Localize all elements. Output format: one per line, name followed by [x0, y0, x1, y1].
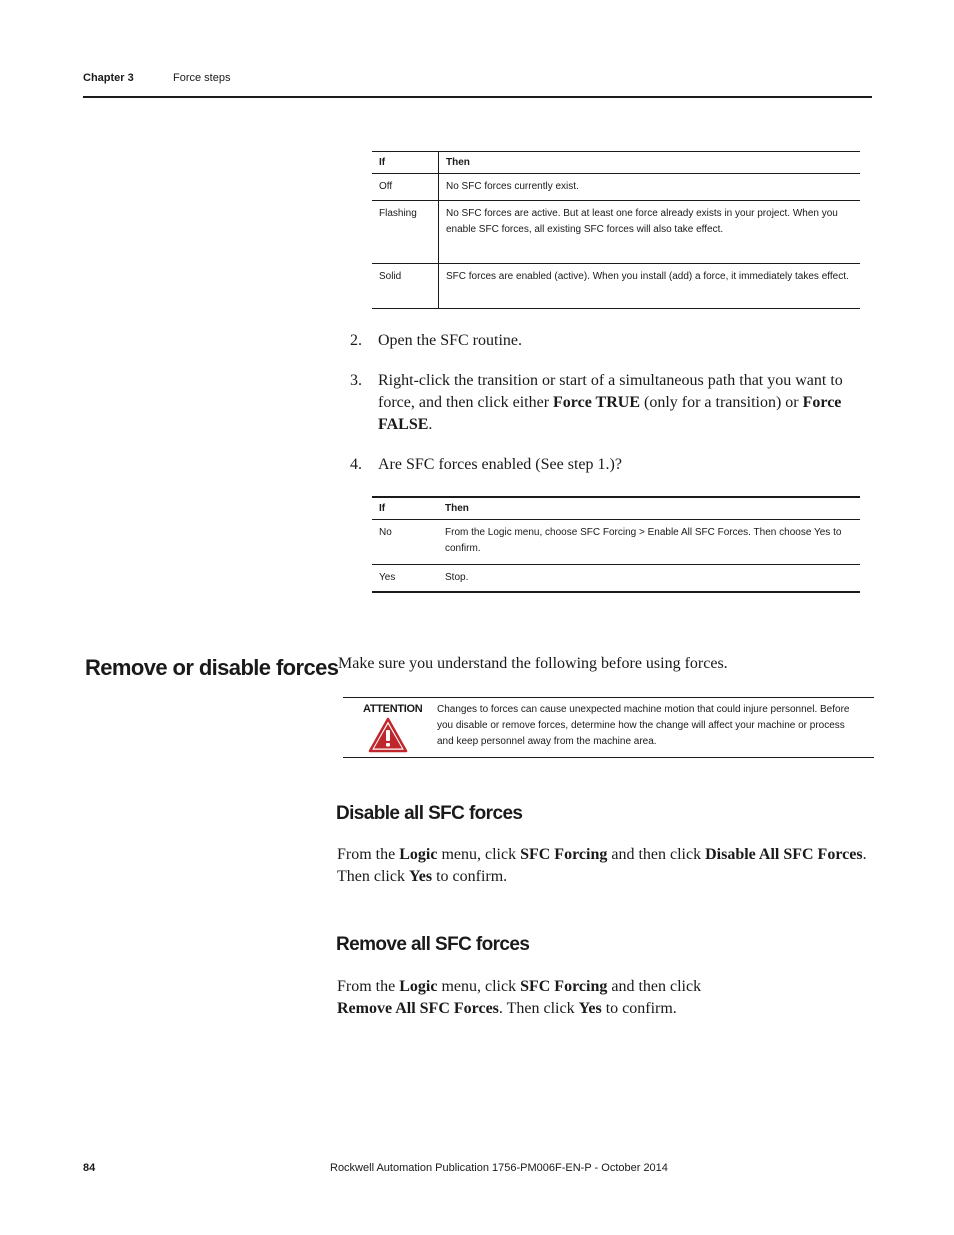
attention-label: ATTENTION	[363, 703, 423, 715]
table-row	[372, 201, 860, 264]
warning-triangle-icon	[368, 717, 408, 753]
table-cell-then: SFC forces are enabled (active). When you install (add) a force, it immediately takes effect.	[439, 264, 861, 309]
publication-info: Rockwell Automation Publication 1756-PM006F-EN-P - October 2014	[330, 1162, 668, 1174]
step-number: 3.	[350, 372, 362, 389]
step-number: 2.	[350, 332, 362, 349]
table-cell-then: No SFC forces currently exist.	[439, 174, 861, 201]
bold-term: SFC Forcing	[520, 978, 608, 995]
text-run: . Then click	[337, 846, 867, 885]
chapter-label: Chapter 3	[83, 72, 134, 84]
attention-text: Changes to forces can cause unexpected machine motion that could injure personnel. Before you disable or remove forces, determine how the change will affect your machine or process and keep personnel away from the machine area.	[437, 704, 850, 747]
text-run: menu, click	[437, 978, 521, 995]
page-number: 84	[83, 1162, 96, 1174]
table-header-if: If	[372, 497, 438, 520]
page-header	[83, 70, 872, 98]
step-text	[378, 370, 863, 436]
table-cell-if: Solid	[372, 264, 439, 309]
disable-instructions	[337, 844, 877, 888]
bold-term: Disable All SFC Forces	[705, 846, 863, 863]
text-run: (only for a transition) or	[639, 394, 803, 411]
table-header-then: Then	[438, 497, 860, 520]
sfc-forces-enabled-table	[372, 496, 860, 593]
subsection-heading-remove: Remove all SFC forces	[336, 934, 530, 955]
table-cell-then: From the Logic menu, choose SFC Forcing > Enable All SFC Forces. Then choose Yes to confirm.	[438, 520, 860, 565]
text-run: Right-click the transition or start of a simultaneous path that you want to force, and then click either	[378, 372, 843, 411]
remove-instructions	[337, 976, 877, 1020]
text-run: . Then click	[498, 1000, 579, 1017]
subsection-heading-disable: Disable all SFC forces	[336, 803, 523, 824]
table-row	[372, 565, 860, 593]
table-header-if: If	[372, 152, 439, 174]
text-run: and then click	[607, 978, 702, 995]
table-header-then: Then	[439, 152, 861, 174]
table-row	[372, 264, 860, 309]
table-cell-if: Yes	[372, 565, 438, 593]
table-cell-if: Off	[372, 174, 439, 201]
attention-box	[343, 697, 874, 758]
bold-term: Logic	[399, 978, 438, 995]
step-number: 4.	[350, 456, 362, 473]
section-intro: Make sure you understand the following before using forces.	[338, 655, 728, 672]
bold-term: Logic	[399, 846, 438, 863]
text-run: Are SFC forces enabled (See step 1.)?	[378, 456, 622, 473]
table-cell-then: Stop.	[438, 565, 860, 593]
section-heading: Remove or disable forces	[85, 655, 339, 680]
text-run: .	[428, 416, 433, 433]
table-cell-if: No	[372, 520, 438, 565]
table-row	[372, 174, 860, 201]
sfc-force-status-table	[372, 151, 860, 309]
bold-term: Yes	[578, 1000, 602, 1017]
bold-term: Force TRUE	[553, 394, 640, 411]
text-run: From the	[337, 846, 400, 863]
table-cell-then: No SFC forces are active. But at least one force already exists in your project. When you enable SFC forces, all existing SFC forces will also take effect.	[439, 201, 861, 264]
step-text	[378, 330, 863, 352]
step-text	[378, 454, 863, 476]
text-run: and then click	[607, 846, 706, 863]
text-run: Open the SFC routine.	[378, 332, 522, 349]
bold-term: Yes	[408, 868, 433, 885]
section-label: Force steps	[173, 72, 231, 84]
text-run: menu, click	[437, 846, 521, 863]
text-run: to confirm.	[432, 868, 508, 885]
table-row	[372, 520, 860, 565]
text-run: to confirm.	[601, 1000, 677, 1017]
bold-term: Remove All SFC Forces	[337, 1000, 499, 1017]
table-cell-if: Flashing	[372, 201, 439, 264]
bold-term: SFC Forcing	[520, 846, 608, 863]
text-run: From the	[337, 978, 400, 995]
bold-term: Force FALSE	[378, 394, 842, 433]
